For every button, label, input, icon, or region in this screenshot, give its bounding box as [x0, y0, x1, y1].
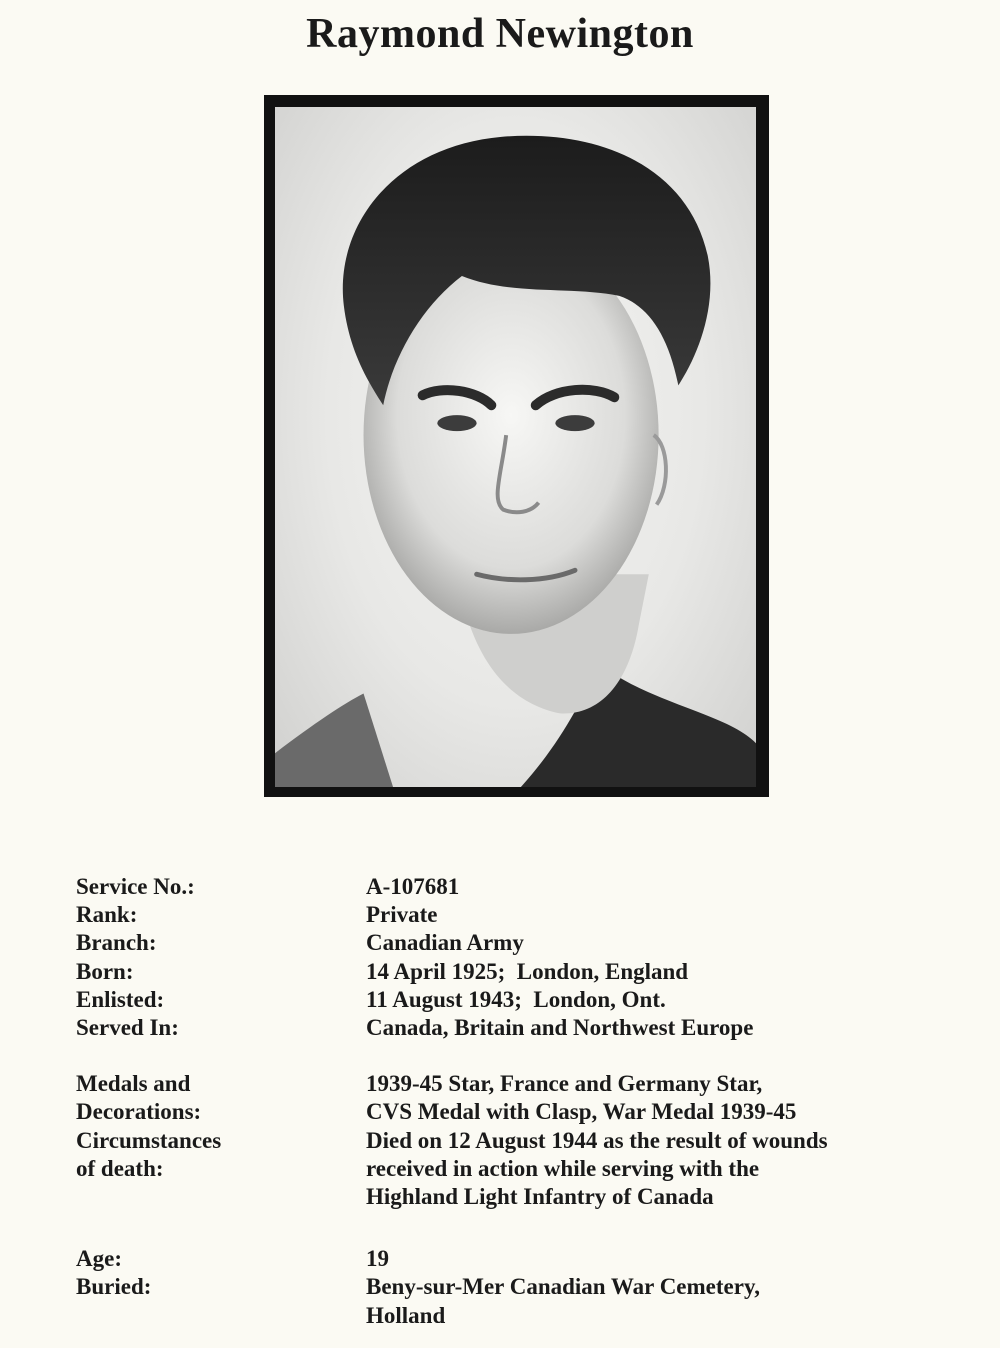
death-label-line2: of death:	[76, 1155, 164, 1181]
record-row-branch	[76, 929, 956, 957]
buried-label: Buried:	[76, 1274, 152, 1300]
served-in-value: Canada, Britain and Northwest Europe	[366, 1015, 754, 1041]
buried-value-line1: Beny-sur-Mer Canadian War Cemetery,	[366, 1274, 760, 1300]
record-row-born	[76, 958, 956, 986]
age-value: 19	[366, 1246, 389, 1272]
death-value-line1: Died on 12 August 1944 as the result of wounds	[366, 1127, 828, 1153]
enlisted-label: Enlisted:	[76, 986, 165, 1012]
service-record	[76, 873, 956, 1330]
death-value-line2: received in action while serving with the	[366, 1155, 760, 1181]
record-row-medals	[76, 1070, 956, 1126]
enlisted-value: 11 August 1943; London, Ont.	[366, 986, 666, 1012]
portrait-frame	[264, 95, 769, 797]
buried-value-line2: Holland	[366, 1302, 446, 1328]
branch-label: Branch:	[76, 930, 157, 956]
record-row-buried	[76, 1273, 956, 1329]
medals-label-line2: Decorations:	[76, 1099, 202, 1125]
record-row-enlisted	[76, 986, 956, 1014]
medals-value-line1: 1939-45 Star, France and Germany Star,	[366, 1071, 763, 1097]
death-value-line3: Highland Light Infantry of Canada	[366, 1184, 714, 1210]
record-row-service-no	[76, 873, 956, 901]
record-row-death	[76, 1127, 956, 1212]
medals-value	[366, 1070, 956, 1126]
record-row-age	[76, 1245, 956, 1273]
death-value	[366, 1127, 956, 1212]
medals-label-line1: Medals and	[76, 1071, 191, 1097]
service-no-label: Service No.:	[76, 874, 195, 899]
page-title: Raymond Newington	[306, 11, 694, 57]
born-label: Born:	[76, 958, 134, 984]
service-no-value: A-107681	[366, 874, 460, 899]
portrait-photo-icon	[275, 107, 756, 787]
buried-value	[366, 1273, 956, 1329]
rank-value: Private	[366, 902, 438, 928]
medals-label	[76, 1070, 366, 1126]
death-label	[76, 1127, 366, 1212]
branch-value: Canadian Army	[366, 930, 524, 956]
death-label-line1: Circumstances	[76, 1127, 222, 1153]
medals-value-line2: CVS Medal with Clasp, War Medal 1939-45	[366, 1099, 797, 1125]
record-row-served-in	[76, 1014, 956, 1042]
age-label: Age:	[76, 1246, 122, 1272]
record-row-rank	[76, 901, 956, 929]
born-value: 14 April 1925; London, England	[366, 958, 689, 984]
rank-label: Rank:	[76, 902, 138, 928]
served-in-label: Served In:	[76, 1015, 179, 1041]
